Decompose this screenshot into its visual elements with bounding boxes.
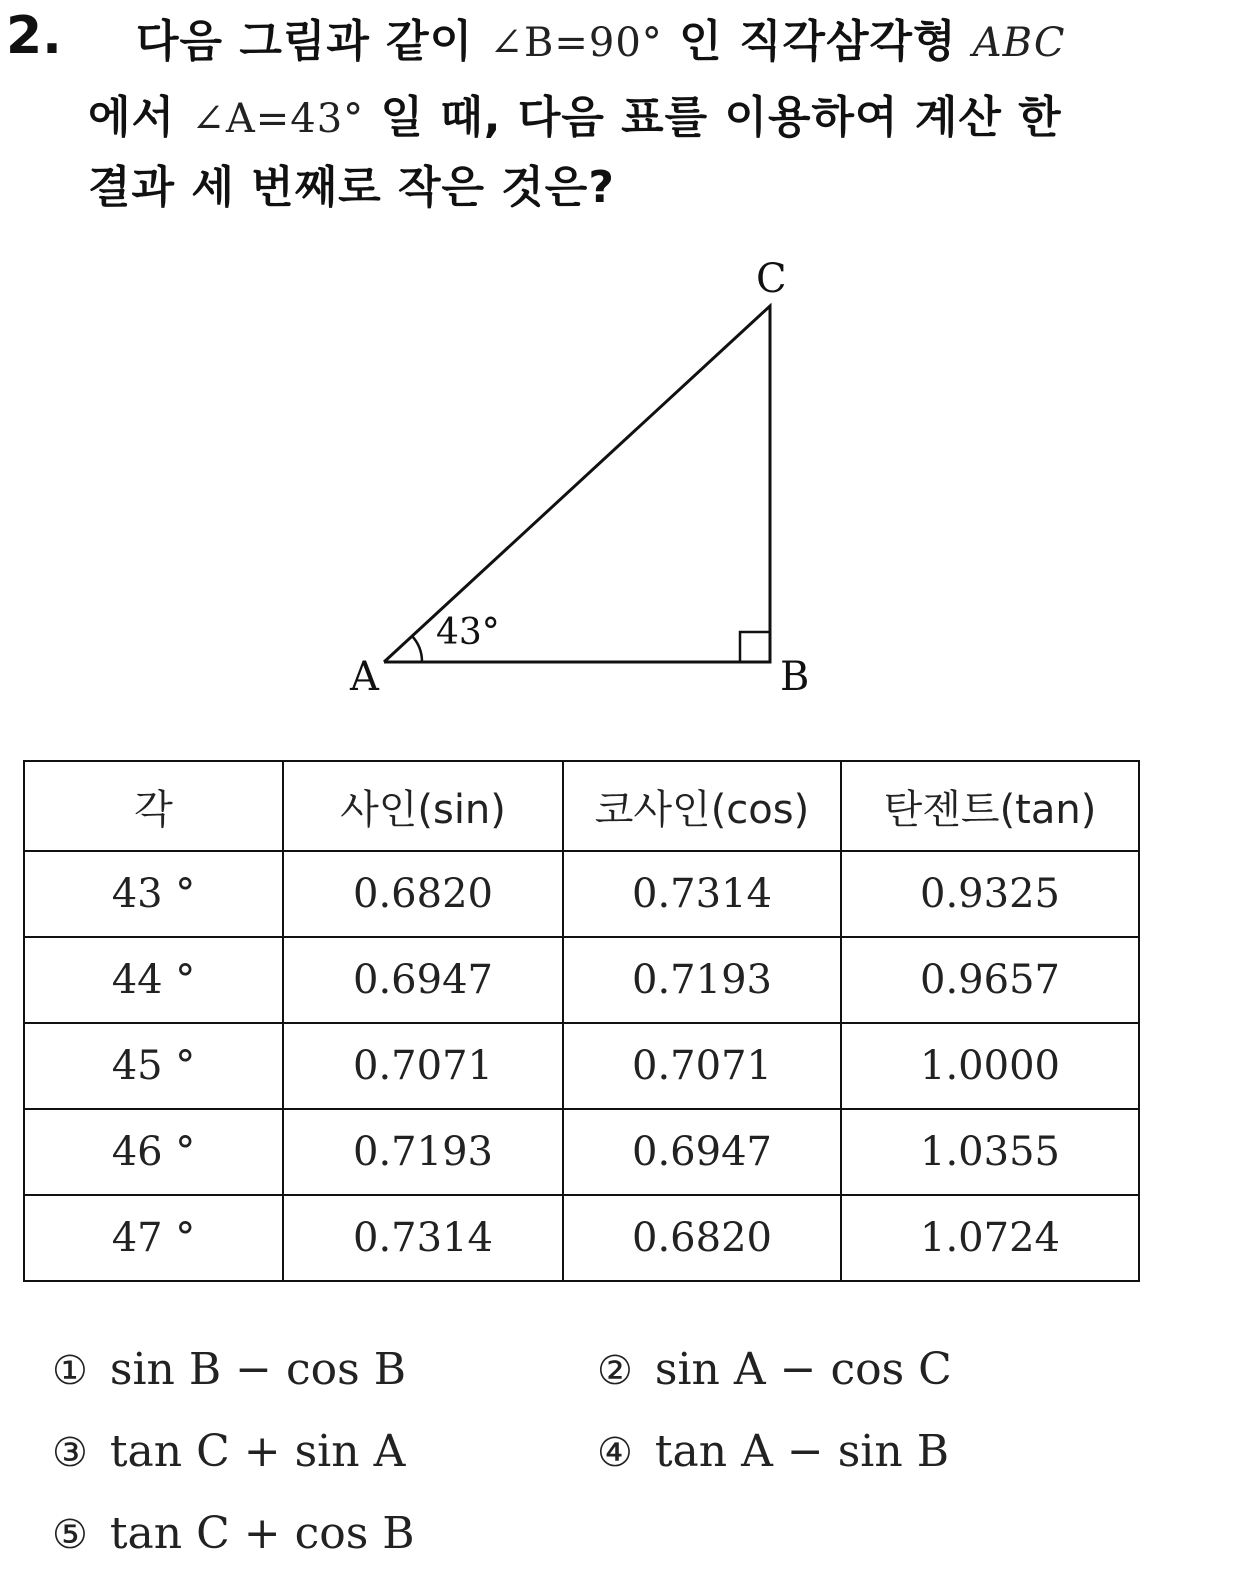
cell-angle: 47 °	[24, 1195, 283, 1281]
table-row	[24, 851, 1139, 937]
angle-b-expression: ∠B=90°	[489, 20, 663, 66]
cell-tan: 0.9325	[841, 851, 1139, 937]
cell-tan: 1.0355	[841, 1109, 1139, 1195]
question-line-2	[88, 90, 1062, 147]
choice-3[interactable]	[52, 1424, 405, 1481]
cell-sin: 0.6820	[283, 851, 563, 937]
question-text-1b: 인 직각삼각형	[662, 16, 973, 67]
cell-sin: 0.7071	[283, 1023, 563, 1109]
choice-1-number: ①	[52, 1348, 88, 1394]
vertex-c-label: C	[756, 256, 787, 302]
table-row	[24, 1109, 1139, 1195]
table-header-row	[24, 761, 1139, 851]
choice-1[interactable]	[52, 1342, 406, 1399]
cell-angle: 46 °	[24, 1109, 283, 1195]
cell-sin: 0.6947	[283, 937, 563, 1023]
trig-values-table	[23, 760, 1140, 1282]
vertex-a-label: A	[350, 654, 379, 700]
choice-5-expression: tan C + cos B	[109, 1508, 415, 1559]
cell-cos: 0.6820	[563, 1195, 841, 1281]
table-row	[24, 937, 1139, 1023]
cell-sin: 0.7314	[283, 1195, 563, 1281]
choice-5-number: ⑤	[52, 1512, 88, 1558]
choice-3-number: ③	[52, 1430, 88, 1476]
triangle-name: ABC	[972, 20, 1066, 66]
choice-4-number: ④	[597, 1430, 633, 1476]
right-triangle-figure	[330, 240, 850, 710]
choice-1-expression: sin B − cos B	[109, 1344, 407, 1395]
cell-cos: 0.7071	[563, 1023, 841, 1109]
table-row	[24, 1023, 1139, 1109]
cell-tan: 1.0724	[841, 1195, 1139, 1281]
question-number: 2.	[6, 6, 62, 66]
header-tan: 탄젠트(tan)	[841, 761, 1139, 851]
choice-3-expression: tan C + sin A	[109, 1426, 406, 1477]
cell-angle: 43 °	[24, 851, 283, 937]
cell-tan: 0.9657	[841, 937, 1139, 1023]
right-angle-mark	[740, 632, 770, 662]
cell-tan: 1.0000	[841, 1023, 1139, 1109]
triangle-outline	[384, 306, 770, 662]
header-sin: 사인(sin)	[283, 761, 563, 851]
vertex-b-label: B	[780, 654, 810, 700]
choice-5[interactable]	[52, 1506, 415, 1563]
question-line-3: 결과 세 번째로 작은 것은?	[88, 162, 615, 213]
choice-2-number: ②	[597, 1348, 633, 1394]
angle-43-label: 43°	[436, 612, 500, 653]
cell-cos: 0.7193	[563, 937, 841, 1023]
header-cos: 코사인(cos)	[563, 761, 841, 851]
cell-sin: 0.7193	[283, 1109, 563, 1195]
question-text-1a: 다음 그림과 같이	[136, 16, 490, 67]
cell-cos: 0.6947	[563, 1109, 841, 1195]
question-text-2b: 일 때, 다음 표를 이용하여 계산 한	[364, 92, 1062, 143]
cell-angle: 44 °	[24, 937, 283, 1023]
choice-4[interactable]	[597, 1424, 949, 1481]
header-angle: 각	[24, 761, 283, 851]
table-row	[24, 1195, 1139, 1281]
choice-2-expression: sin A − cos C	[654, 1344, 952, 1395]
cell-angle: 45 °	[24, 1023, 283, 1109]
angle-arc	[412, 636, 422, 662]
angle-a-expression: ∠A=43°	[191, 96, 365, 142]
cell-cos: 0.7314	[563, 851, 841, 937]
choice-2[interactable]	[597, 1342, 952, 1399]
question-text-2a: 에서	[88, 92, 192, 143]
question-line-1	[136, 14, 1065, 71]
choice-4-expression: tan A − sin B	[654, 1426, 950, 1477]
